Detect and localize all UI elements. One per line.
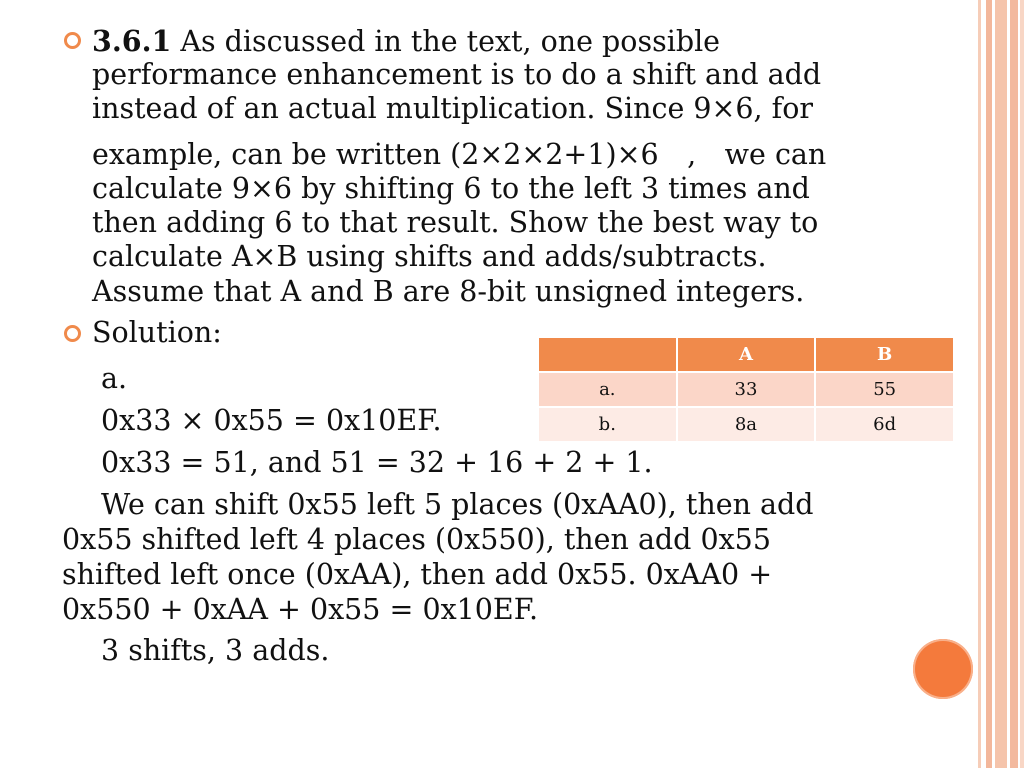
problem-line-4: example, can be written (2×2×2+1)×6 , we can <box>92 138 827 171</box>
problem-line-1: 3.6.1 As discussed in the text, one possible <box>92 24 721 58</box>
solution-line-2: 0x33 × 0x55 = 0x10EF. <box>101 404 442 437</box>
solution-line-6: shifted left once (0xAA), then add 0x55. 0xAA0 + <box>62 558 773 591</box>
decor-circle <box>913 639 973 699</box>
decor-stripe <box>1010 0 1018 768</box>
solution-line-8: 3 shifts, 3 adds. <box>101 634 330 667</box>
decor-stripe <box>1020 0 1024 768</box>
values-table <box>537 336 955 443</box>
solution-line-4: We can shift 0x55 left 5 places (0xAA0), then add <box>101 488 814 521</box>
table-row <box>538 372 954 407</box>
table-cell: b. <box>538 407 677 442</box>
table-header-cell <box>538 337 677 372</box>
problem-line-5: calculate 9×6 by shifting 6 to the left 3 times and <box>92 172 810 205</box>
solution-line-7: 0x550 + 0xAA + 0x55 = 0x10EF. <box>62 593 539 626</box>
table-cell: 33 <box>677 372 816 407</box>
bullet-icon <box>64 32 81 49</box>
solution-line-1: a. <box>101 362 128 395</box>
table-header-cell: A <box>677 337 816 372</box>
table-header-row <box>538 337 954 372</box>
solution-heading: Solution: <box>92 316 222 349</box>
problem-line-6: then adding 6 to that result. Show the best way to <box>92 206 819 239</box>
table-row <box>538 407 954 442</box>
problem-line-8: Assume that A and B are 8-bit unsigned integers. <box>92 275 805 308</box>
problem-number: 3.6.1 <box>92 24 172 58</box>
table-cell: 6d <box>815 407 954 442</box>
table-header-cell: B <box>815 337 954 372</box>
table-cell: 8a <box>677 407 816 442</box>
table-cell: a. <box>538 372 677 407</box>
solution-line-5: 0x55 shifted left 4 places (0x550), then add 0x55 <box>62 523 771 556</box>
problem-line-7: calculate A×B using shifts and adds/subtracts. <box>92 240 767 273</box>
bullet-icon <box>64 325 81 342</box>
table-cell: 55 <box>815 372 954 407</box>
problem-line-3: instead of an actual multiplication. Since 9×6, for <box>92 92 813 125</box>
solution-line-3: 0x33 = 51, and 51 = 32 + 16 + 2 + 1. <box>101 446 653 479</box>
problem-line-2: performance enhancement is to do a shift and add <box>92 58 822 91</box>
